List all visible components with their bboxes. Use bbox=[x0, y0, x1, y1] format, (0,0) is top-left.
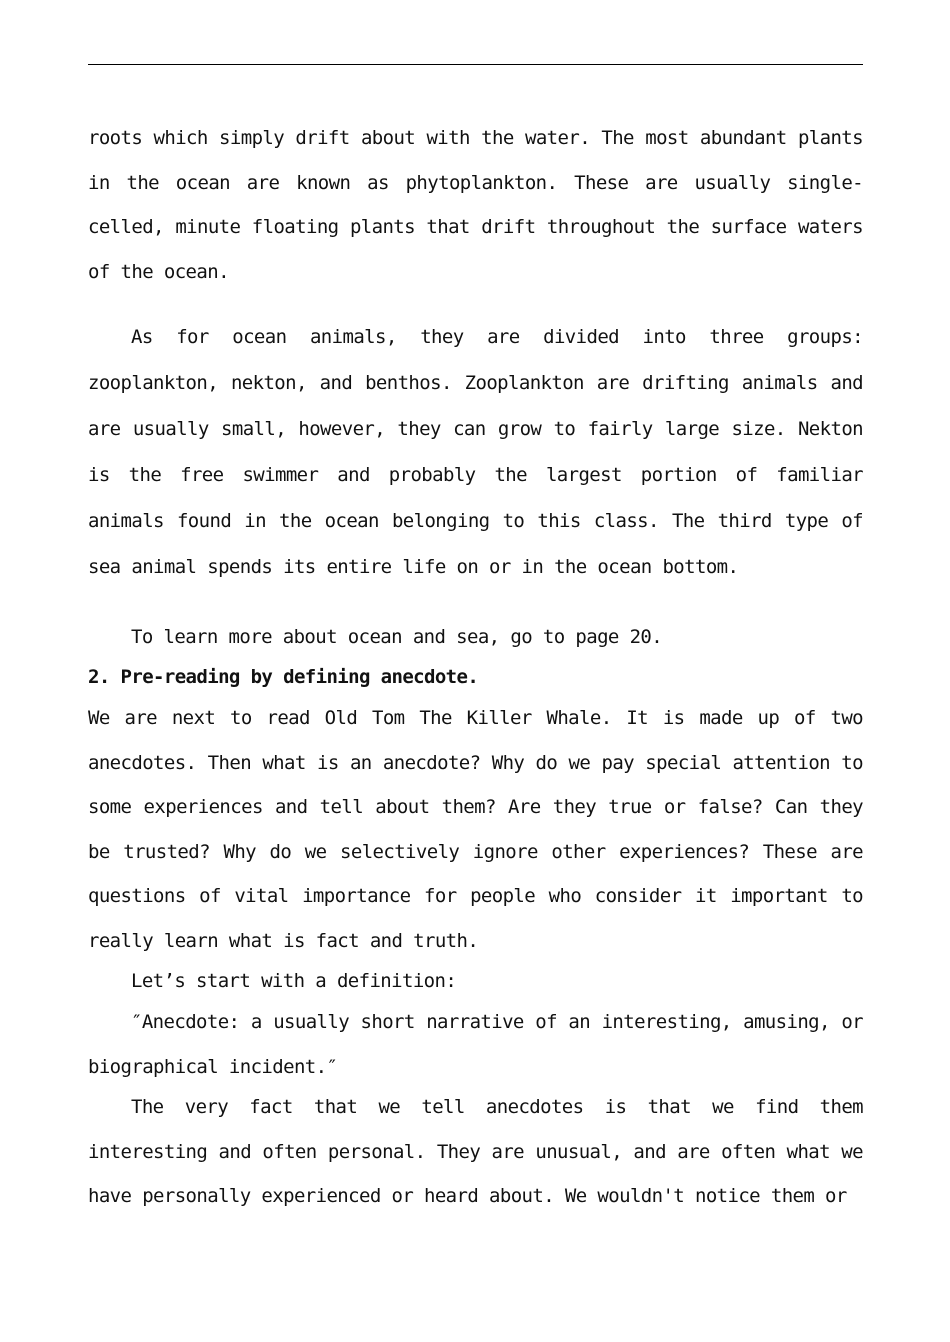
paragraph-animals: As for ocean animals, they are divided into three groups: zooplankton, nekton, and benthos. Zooplankton are drifting animals and are usually small, however, they can grow to fairly large size. Nekton is the free swimmer and probably the largest portion of familiar animals found in the ocean belonging to this class. The third type of sea animal spends its entire life on or in the ocean bottom. bbox=[88, 326, 863, 578]
header-rule bbox=[88, 64, 863, 65]
paragraph-plants: roots which simply drift about with the water. The most abundant plants in the ocean are known as phytoplankton. These are usually single-celled, minute floating plants that drift throughout the surface waters of the ocean. bbox=[88, 127, 863, 283]
paragraph-learn-more: To learn more about ocean and sea, go to page 20. bbox=[131, 626, 663, 648]
paragraph-definition: ″Anecdote: a usually short narrative of an interesting, amusing, or biographical incident.″ bbox=[88, 1011, 863, 1078]
paragraph-definition-lead: Let’s start with a definition: bbox=[131, 970, 457, 992]
paragraph-anecdotes-intro: We are next to read Old Tom The Killer Whale. It is made up of two anecdotes. Then what is an anecdote? Why do we pay special attention to some experiences and tell about them? Are they true or false? Can they be trusted? Why do we selectively ignore other experiences? These are questions of vital importance for people who consider it important to really learn what is fact and truth. bbox=[88, 707, 863, 952]
paragraph-fact: The very fact that we tell anecdotes is that we find them interesting and often personal. They are unusual, and are often what we have personally experienced or heard about. We wouldn't notice them or bbox=[88, 1096, 863, 1207]
section-heading: 2. Pre-reading by defining anecdote. bbox=[88, 666, 479, 688]
